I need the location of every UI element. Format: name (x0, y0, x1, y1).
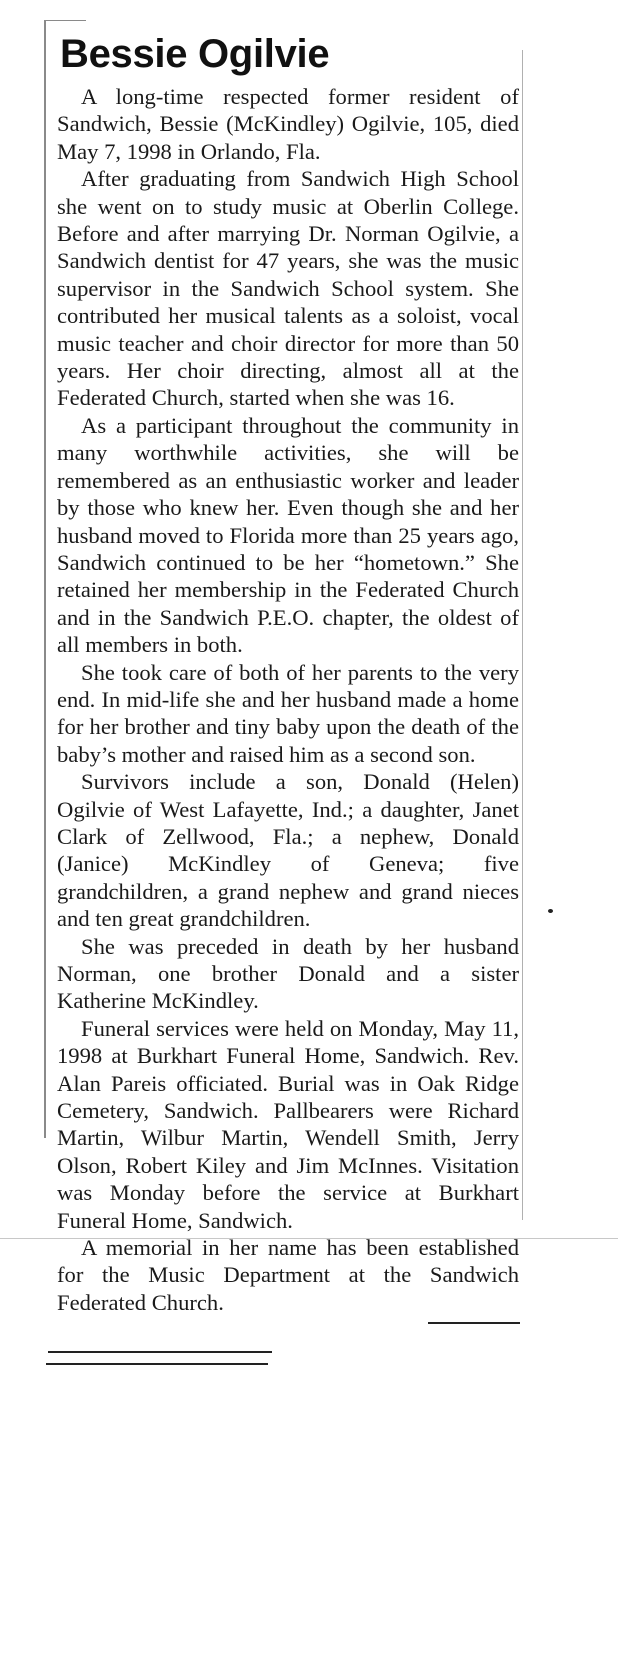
handwritten-underline-cemetery (48, 1351, 272, 1353)
handwritten-strike-pallbearers (46, 1363, 268, 1365)
clipping-edge-right (522, 50, 523, 1220)
handwritten-underline-oak-ridge (428, 1322, 520, 1324)
paragraph-memorial: A memorial in her name has been established for the Music Department at the Sandwich Federated Church. (57, 1235, 519, 1315)
paragraph-preceded: She was preceded in death by her husband Norman, one brother Donald and a sister Katherine McKindley. (57, 933, 519, 1014)
paragraph-survivors: Survivors include a son, Donald (Helen) Ogilvie of West Lafayette, Ind.; a daughter, Janet Clark of Zellwood, Fla.; a nephew, Donald (Janice) McKindley of Geneva; five grandchildren, a grand nephew and grand nieces and ten great grandchildren. (57, 769, 519, 932)
scan-speck (548, 909, 553, 913)
paragraph-career: After graduating from Sandwich High School she went on to study music at Oberlin College. Before and after marrying Dr. Norman Ogilvie, a Sandwich dentist for 47 years, she was the music supervisor in the Sandwich School system. She contributed her musical talents as a soloist, vocal music teacher and choir director for more than 50 years. Her choir directing, almost all at the Federated Church, started when she was 16. (57, 166, 519, 411)
paragraph-family: She took care of both of her parents to the very end. In mid-life she and her husband made a home for her brother and tiny baby upon the death of the baby’s mother and raised him as a second son. (57, 659, 519, 767)
obituary-body (57, 83, 519, 1316)
clipping-edge-left (44, 20, 46, 1138)
paragraph-intro: A long-time respected former resident of Sandwich, Bessie (McKindley) Ogilvie, 105, died May 7, 1998 in Orlando, Fla. (57, 84, 519, 164)
obituary-title: Bessie Ogilvie (60, 32, 330, 76)
clipping-edge-top (44, 20, 86, 21)
newspaper-clipping (44, 20, 524, 1620)
paragraph-services: Funeral services were held on Monday, May 11, 1998 at Burkhart Funeral Home, Sandwich. Rev. Alan Pareis officiated. Burial was in Oak Ridge Cemetery, Sandwich. Pallbearers were Richard Martin, Wilbur Martin, Wendell Smith, Jerry Olson, Robert Kiley and Jim McInnes. Visitation was Monday before the service at Burkhart Funeral Home, Sandwich. (57, 1015, 519, 1233)
paragraph-community: As a participant throughout the community in many worthwhile activities, she will be remembered as an enthusiastic worker and leader by those who knew her. Even though she and her husband moved to Florida more than 25 years ago, Sandwich continued to be her “hometown.” She retained her membership in the Federated Church and in the Sandwich P.E.O. chapter, the oldest of all members in both. (57, 412, 519, 658)
